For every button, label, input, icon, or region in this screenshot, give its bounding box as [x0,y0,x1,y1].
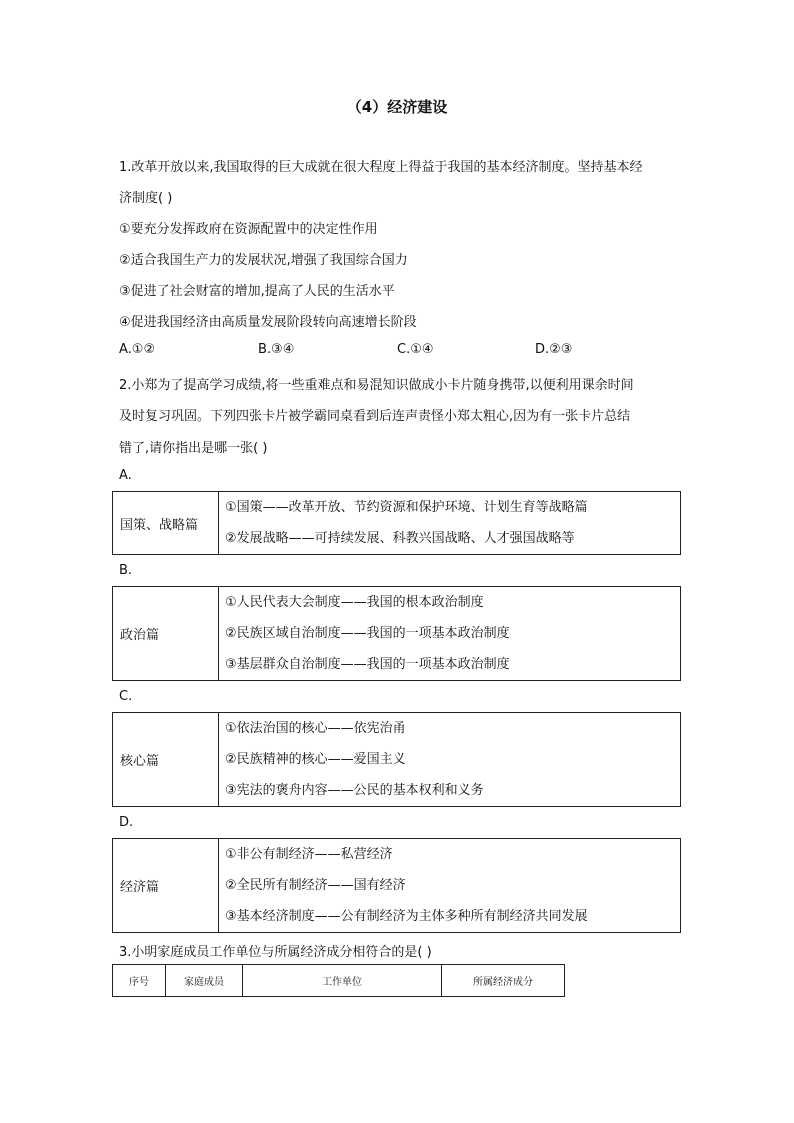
card-a-items [219,492,681,555]
card-d-letter: D. [119,815,134,830]
q3-header-economic-sector: 所属经济成分 [442,965,565,997]
card-a-item-2: ②发展战略——可持续发展、科教兴国战略、人才强国战略等 [225,531,575,546]
card-c-item-2: ②民族精神的核心——爱国主义 [225,752,406,767]
q1-item-2: ②适合我国生产力的发展状况,增强了我国综合国力 [119,253,408,268]
q3-table-header-row [113,965,565,997]
q1-item-3: ③促进了社会财富的增加,提高了人民的生活水平 [119,284,395,299]
card-b [112,586,681,681]
q1-option-d: D.②③ [535,342,573,357]
card-c-item-3: ③宪法的褒舟内容——公民的基本权利和义务 [225,783,484,798]
card-a-item-1: ①国策——改革开放、节约资源和保护环境、计划生育等战略篇 [225,500,588,515]
card-c-items [219,713,681,807]
card-d-category: 经济篇 [113,839,219,933]
card-d-item-1: ①非公有制经济——私营经济 [225,847,393,862]
q1-option-c: C.①④ [397,342,434,357]
card-c-letter: C. [119,689,133,704]
card-d [112,838,681,933]
card-b-letter: B. [119,563,133,578]
q3-table [112,964,565,997]
card-a-letter: A. [119,468,132,483]
q1-option-a: A.①② [119,342,156,357]
card-c-item-1: ①依法治国的核心——依宪治甬 [225,721,406,736]
card-b-item-1: ①人民代表大会制度——我国的根本政治制度 [225,595,484,610]
q2-stem-line3: 错了,请你指出是哪一张( ) [119,441,268,456]
q2-stem-line1: 2.小郑为了提高学习成绩,将一些重难点和易混知识做成小卡片随身携带,以便利用课余时间 [119,378,634,393]
q2-stem-line2: 及时复习巩固。下列四张卡片被学霸同桌看到后连声责怪小郑太粗心,因为有一张卡片总结 [119,409,631,424]
card-a-category: 国策、战略篇 [113,492,219,555]
q3-header-workplace: 工作单位 [243,965,442,997]
card-c-category: 核心篇 [113,713,219,807]
q3-header-member: 家庭成员 [166,965,243,997]
q1-stem-line1: 1.改革开放以来,我国取得的巨大成就在很大程度上得益于我国的基本经济制度。坚持基本经 [119,160,643,175]
card-d-item-2: ②全民所有制经济——国有经济 [225,878,406,893]
card-b-item-2: ②民族区域自治制度——我国的一项基本政治制度 [225,626,510,641]
q1-item-1: ①要充分发挥政府在资源配置中的决定性作用 [119,222,378,237]
card-b-items [219,587,681,681]
q1-option-b: B.③④ [258,342,295,357]
page-title: （4）经济建设 [346,98,448,116]
card-b-item-3: ③基层群众自治制度——我国的一项基本政治制度 [225,657,510,672]
card-a [112,491,681,555]
q3-stem: 3.小明家庭成员工作单位与所属经济成分相符合的是( ) [119,945,432,960]
q1-stem-line2: 济制度( ) [119,191,173,206]
q1-item-4: ④促进我国经济由高质量发展阶段转向高速增长阶段 [119,315,417,330]
card-b-category: 政治篇 [113,587,219,681]
card-c [112,712,681,807]
card-d-items [219,839,681,933]
card-d-item-3: ③基本经济制度——公有制经济为主体多种所有制经济共同发展 [225,909,588,924]
q3-header-index: 序号 [113,965,166,997]
